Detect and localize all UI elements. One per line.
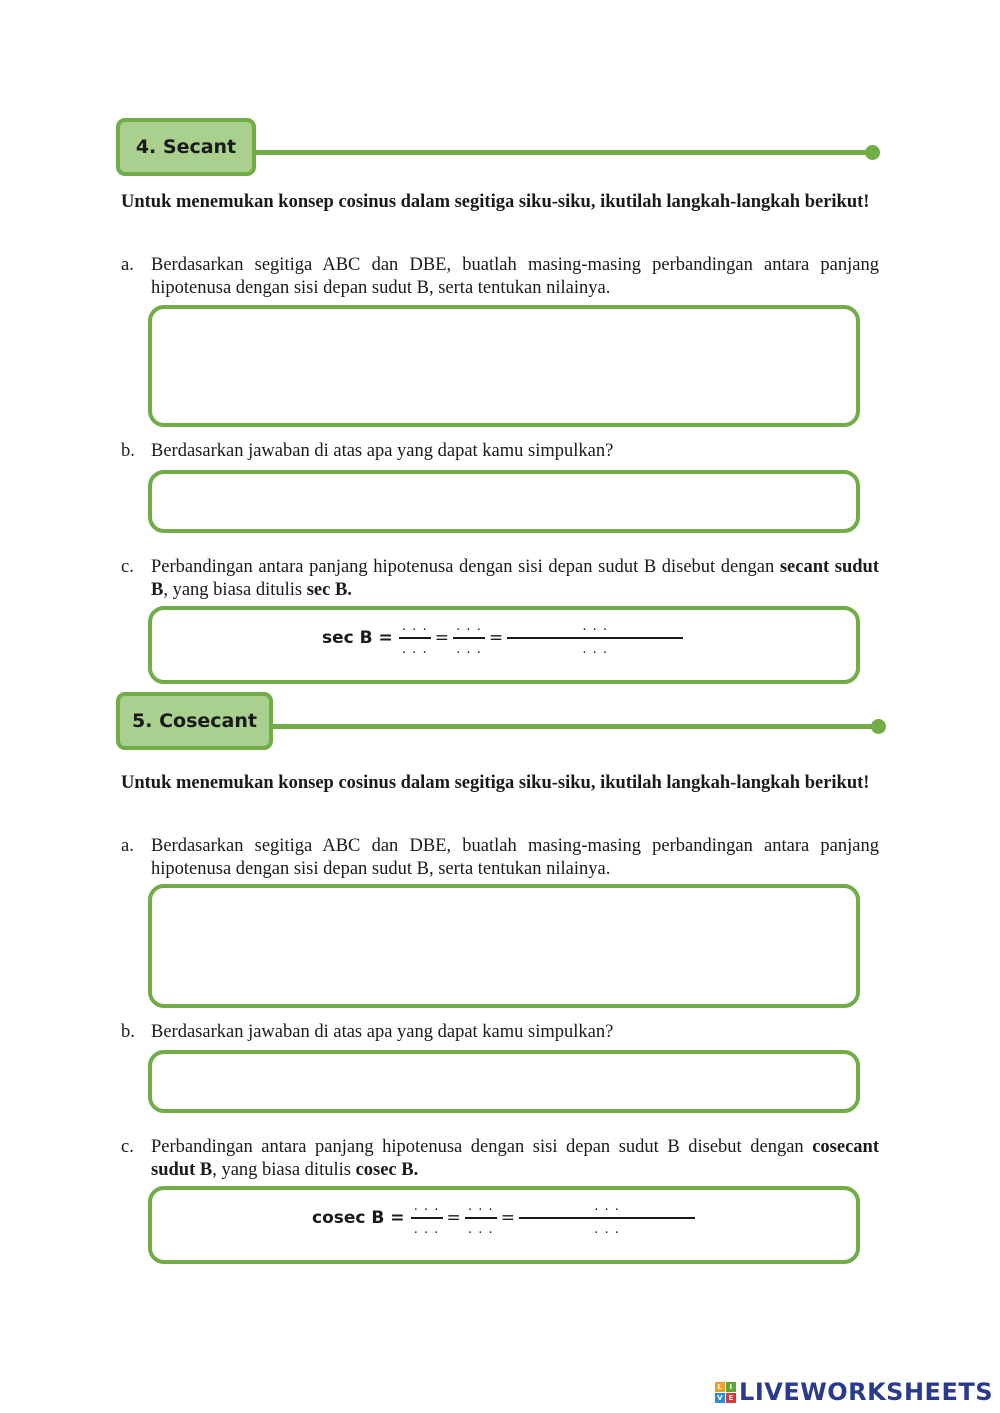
fraction-2[interactable] [465, 1200, 497, 1236]
fraction-numerator[interactable]: . . . [413, 1199, 440, 1214]
fraction-1[interactable] [411, 1200, 443, 1236]
instruction-text: Untuk menemukan konsep cosinus dalam segitiga siku-siku, ikutilah langkah-langkah berikut! [121, 192, 870, 212]
fraction-numerator[interactable]: . . . [401, 619, 428, 634]
fraction-bar [453, 637, 485, 639]
section-header [0, 692, 1000, 760]
brand-logo-tile: L [715, 1382, 725, 1392]
header-divider-line [252, 150, 870, 155]
answer-box-b[interactable] [148, 1050, 860, 1113]
question-c [121, 1136, 879, 1182]
brand-logo-tile: E [726, 1393, 736, 1403]
answer-box-a[interactable] [148, 305, 860, 427]
fraction-numerator[interactable]: . . . [456, 619, 482, 634]
equals-sign: = [489, 627, 504, 648]
equals-sign: = [500, 1207, 516, 1228]
question-c-text-pre: Perbandingan antara panjang hipotenusa dengan sisi depan sudut B disebut dengan [151, 1137, 813, 1157]
fraction-numerator[interactable]: . . . [582, 619, 609, 634]
fraction-bar [399, 637, 431, 639]
question-c-label: c. [121, 1137, 134, 1157]
question-a-text: Berdasarkan segitiga ABC dan DBE, buatlah masing-masing perbandingan antara panjang hipotenusa dengan sisi depan sudut B, serta tentukan nilainya. [151, 836, 879, 879]
fraction-denominator[interactable]: . . . [413, 1221, 440, 1237]
question-a-label: a. [121, 255, 134, 275]
question-b-text: Berdasarkan jawaban di atas apa yang dapat kamu simpulkan? [151, 441, 614, 461]
fraction-3[interactable] [519, 1200, 695, 1236]
fraction-numerator[interactable]: . . . [467, 1199, 494, 1214]
fraction-denominator[interactable]: . . . [594, 1221, 620, 1237]
question-b-label: b. [121, 1022, 135, 1042]
formula-lhs: cosec B = [312, 1207, 405, 1228]
fraction-denominator[interactable]: . . . [401, 641, 428, 657]
formula [322, 620, 683, 656]
liveworksheets-logo[interactable] [715, 1378, 993, 1406]
fraction-bar [519, 1217, 695, 1219]
formula-box [148, 606, 860, 684]
fraction-bar [465, 1217, 497, 1219]
question-c-term: cosecant sudut B [151, 1137, 879, 1180]
question-c-notation: sec B. [306, 580, 352, 600]
header-divider-dot [871, 719, 886, 734]
question-c-text [151, 556, 879, 602]
header-divider-dot [865, 145, 880, 160]
question-b [121, 440, 879, 463]
question-b-text: Berdasarkan jawaban di atas apa yang dapat kamu simpulkan? [151, 1022, 614, 1042]
fraction-denominator[interactable]: . . . [582, 641, 609, 657]
section-secant [0, 118, 1000, 657]
fraction-numerator[interactable]: . . . [594, 1199, 620, 1214]
formula-box [148, 1186, 860, 1264]
fraction-2[interactable] [453, 620, 485, 656]
fraction-bar [507, 637, 683, 639]
header-divider-line [270, 724, 876, 729]
question-a [121, 254, 879, 300]
instruction-text: Untuk menemukan konsep cosinus dalam segitiga siku-siku, ikutilah langkah-langkah berikut! [121, 773, 870, 793]
question-c-text-mid: , yang biasa ditulis [212, 1160, 356, 1180]
section-title-badge: 4. Secant [116, 118, 256, 176]
brand-logo-tile: I [726, 1382, 736, 1392]
section-header [0, 118, 1000, 186]
fraction-3[interactable] [507, 620, 683, 656]
section-title-badge: 5. Cosecant [116, 692, 273, 750]
section-cosecant [0, 692, 1000, 1237]
question-a [121, 835, 879, 881]
question-c-notation: cosec B. [355, 1160, 419, 1180]
brand-logo-tile: V [715, 1393, 725, 1403]
question-b [121, 1021, 879, 1044]
question-c-label: c. [121, 557, 134, 577]
formula-lhs: sec B = [322, 627, 393, 648]
question-a-text: Berdasarkan segitiga ABC dan DBE, buatlah masing-masing perbandingan antara panjang hipotenusa dengan sisi depan sudut B, serta tentukan nilainya. [151, 255, 879, 298]
question-c [121, 556, 879, 602]
fraction-1[interactable] [399, 620, 431, 656]
brand-text: LIVEWORKSHEETS [739, 1378, 993, 1406]
question-a-label: a. [121, 836, 134, 856]
fraction-denominator[interactable]: . . . [467, 1221, 494, 1237]
question-c-text-mid: , yang biasa ditulis [163, 580, 307, 600]
question-c-term: secant sudut B [151, 557, 879, 600]
answer-box-a[interactable] [148, 884, 860, 1008]
brand-logo-icon [715, 1382, 736, 1403]
fraction-bar [411, 1217, 443, 1219]
answer-box-b[interactable] [148, 470, 860, 533]
question-c-text-pre: Perbandingan antara panjang hipotenusa dengan sisi depan sudut B disebut dengan [151, 557, 780, 577]
question-b-label: b. [121, 441, 135, 461]
fraction-denominator[interactable]: . . . [456, 641, 482, 657]
equals-sign: = [434, 627, 450, 648]
question-c-text [151, 1136, 879, 1182]
equals-sign: = [446, 1207, 461, 1228]
formula [312, 1200, 695, 1236]
